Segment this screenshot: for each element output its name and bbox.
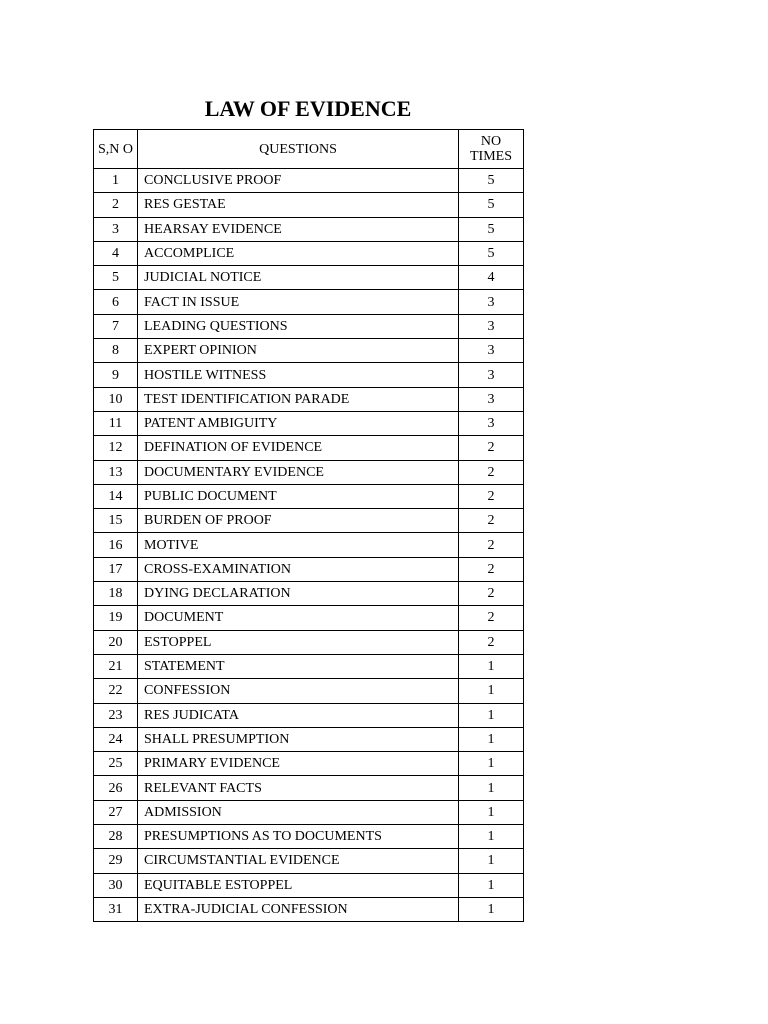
row-question: PATENT AMBIGUITY: [138, 411, 459, 435]
row-question: LEADING QUESTIONS: [138, 314, 459, 338]
table-row: [94, 363, 524, 387]
row-question: RES GESTAE: [138, 193, 459, 217]
row-question: ADMISSION: [138, 800, 459, 824]
row-sno: 14: [94, 484, 138, 508]
table-row: [94, 703, 524, 727]
row-times: 1: [459, 873, 524, 897]
row-question: PUBLIC DOCUMENT: [138, 484, 459, 508]
table-row: [94, 460, 524, 484]
row-sno: 26: [94, 776, 138, 800]
table-row: [94, 314, 524, 338]
row-times: 5: [459, 217, 524, 241]
row-question: CIRCUMSTANTIAL EVIDENCE: [138, 849, 459, 873]
row-sno: 29: [94, 849, 138, 873]
table-row: [94, 800, 524, 824]
table-row: [94, 727, 524, 751]
row-times: 1: [459, 752, 524, 776]
table-row: [94, 484, 524, 508]
row-sno: 2: [94, 193, 138, 217]
table-row: [94, 169, 524, 193]
row-question: TEST IDENTIFICATION PARADE: [138, 387, 459, 411]
row-question: FACT IN ISSUE: [138, 290, 459, 314]
row-times: 2: [459, 436, 524, 460]
row-sno: 18: [94, 582, 138, 606]
table-row: [94, 606, 524, 630]
table-row: [94, 387, 524, 411]
questions-table: [93, 129, 524, 922]
row-sno: 19: [94, 606, 138, 630]
row-times: 1: [459, 679, 524, 703]
row-times: 5: [459, 193, 524, 217]
row-question: CONFESSION: [138, 679, 459, 703]
row-times: 1: [459, 849, 524, 873]
row-question: DEFINATION OF EVIDENCE: [138, 436, 459, 460]
row-times: 2: [459, 630, 524, 654]
row-sno: 1: [94, 169, 138, 193]
row-times: 5: [459, 169, 524, 193]
row-question: HOSTILE WITNESS: [138, 363, 459, 387]
row-question: ACCOMPLICE: [138, 241, 459, 265]
row-sno: 25: [94, 752, 138, 776]
row-sno: 17: [94, 557, 138, 581]
row-times: 2: [459, 533, 524, 557]
table-row: [94, 557, 524, 581]
row-question: BURDEN OF PROOF: [138, 509, 459, 533]
table-row: [94, 825, 524, 849]
row-sno: 23: [94, 703, 138, 727]
row-question: ESTOPPEL: [138, 630, 459, 654]
table-row: [94, 654, 524, 678]
row-sno: 20: [94, 630, 138, 654]
row-question: SHALL PRESUMPTION: [138, 727, 459, 751]
row-sno: 9: [94, 363, 138, 387]
row-question: EXPERT OPINION: [138, 339, 459, 363]
row-sno: 12: [94, 436, 138, 460]
table-row: [94, 679, 524, 703]
row-sno: 8: [94, 339, 138, 363]
table-row: [94, 897, 524, 921]
row-times: 1: [459, 776, 524, 800]
row-sno: 24: [94, 727, 138, 751]
row-times: 2: [459, 509, 524, 533]
row-sno: 11: [94, 411, 138, 435]
row-times: 3: [459, 314, 524, 338]
table-row: [94, 849, 524, 873]
table-row: [94, 241, 524, 265]
table-row: [94, 752, 524, 776]
header-times: NO TIMES: [459, 130, 524, 169]
table-row: [94, 193, 524, 217]
table-row: [94, 217, 524, 241]
row-times: 3: [459, 339, 524, 363]
row-times: 5: [459, 241, 524, 265]
row-sno: 13: [94, 460, 138, 484]
row-sno: 31: [94, 897, 138, 921]
row-question: MOTIVE: [138, 533, 459, 557]
table-row: [94, 290, 524, 314]
header-sno: S,N O: [94, 130, 138, 169]
table-row: [94, 266, 524, 290]
row-sno: 15: [94, 509, 138, 533]
row-times: 1: [459, 654, 524, 678]
row-times: 2: [459, 606, 524, 630]
row-sno: 3: [94, 217, 138, 241]
row-times: 2: [459, 557, 524, 581]
row-question: RES JUDICATA: [138, 703, 459, 727]
row-times: 1: [459, 897, 524, 921]
table-row: [94, 533, 524, 557]
table-row: [94, 630, 524, 654]
row-times: 1: [459, 727, 524, 751]
header-questions: QUESTIONS: [138, 130, 459, 169]
table-row: [94, 436, 524, 460]
row-question: PRESUMPTIONS AS TO DOCUMENTS: [138, 825, 459, 849]
row-sno: 21: [94, 654, 138, 678]
row-question: RELEVANT FACTS: [138, 776, 459, 800]
row-times: 1: [459, 800, 524, 824]
table-row: [94, 873, 524, 897]
row-sno: 27: [94, 800, 138, 824]
row-sno: 6: [94, 290, 138, 314]
table-row: [94, 582, 524, 606]
row-question: DYING DECLARATION: [138, 582, 459, 606]
row-times: 3: [459, 290, 524, 314]
row-times: 3: [459, 363, 524, 387]
row-sno: 16: [94, 533, 138, 557]
row-times: 2: [459, 582, 524, 606]
row-sno: 10: [94, 387, 138, 411]
row-question: HEARSAY EVIDENCE: [138, 217, 459, 241]
row-times: 1: [459, 703, 524, 727]
page-title: LAW OF EVIDENCE: [204, 96, 412, 121]
row-question: EXTRA-JUDICIAL CONFESSION: [138, 897, 459, 921]
row-sno: 28: [94, 825, 138, 849]
table-row: [94, 339, 524, 363]
row-question: CROSS-EXAMINATION: [138, 557, 459, 581]
row-sno: 4: [94, 241, 138, 265]
row-sno: 7: [94, 314, 138, 338]
table-row: [94, 776, 524, 800]
row-times: 3: [459, 387, 524, 411]
row-times: 4: [459, 266, 524, 290]
row-sno: 5: [94, 266, 138, 290]
table-row: [94, 411, 524, 435]
table-header-row: [94, 130, 524, 169]
row-sno: 30: [94, 873, 138, 897]
row-question: JUDICIAL NOTICE: [138, 266, 459, 290]
row-question: PRIMARY EVIDENCE: [138, 752, 459, 776]
row-question: DOCUMENT: [138, 606, 459, 630]
row-question: DOCUMENTARY EVIDENCE: [138, 460, 459, 484]
table-body: [94, 169, 524, 922]
row-times: 3: [459, 411, 524, 435]
row-question: STATEMENT: [138, 654, 459, 678]
row-times: 2: [459, 460, 524, 484]
row-question: EQUITABLE ESTOPPEL: [138, 873, 459, 897]
row-question: CONCLUSIVE PROOF: [138, 169, 459, 193]
table-row: [94, 509, 524, 533]
row-times: 1: [459, 825, 524, 849]
row-times: 2: [459, 484, 524, 508]
row-sno: 22: [94, 679, 138, 703]
